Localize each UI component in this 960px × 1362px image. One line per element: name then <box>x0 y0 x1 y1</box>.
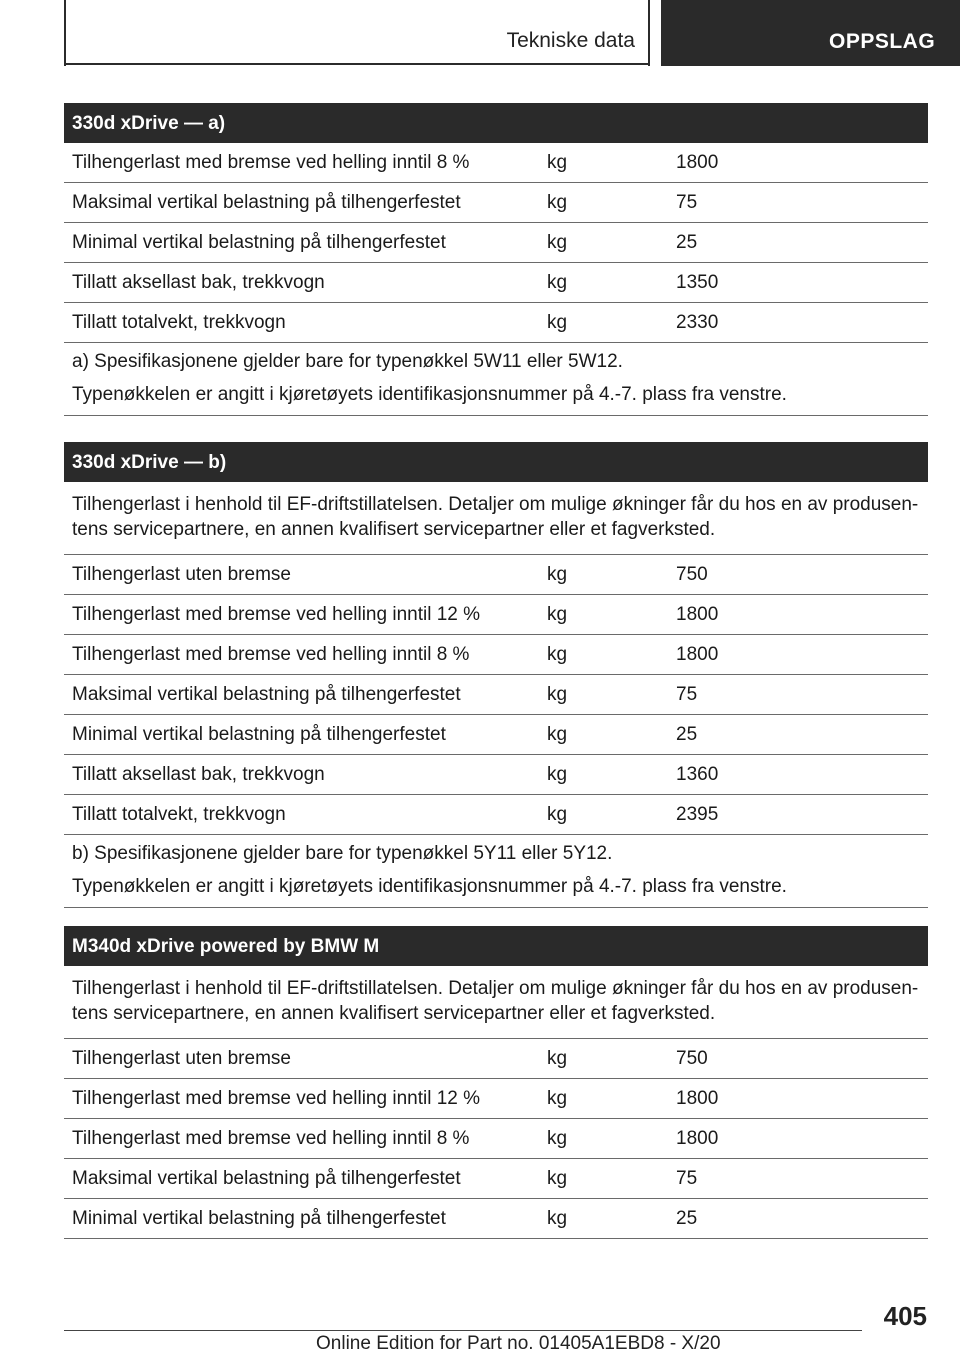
row-value: 1800 <box>676 1128 719 1149</box>
table-footnote <box>64 343 928 416</box>
row-unit: kg <box>547 684 568 705</box>
row-unit: kg <box>547 1168 568 1189</box>
spec-table-330d-a <box>64 103 928 416</box>
row-label: Tillatt aksellast bak, trekkvogn <box>72 272 325 293</box>
row-unit: kg <box>547 312 568 333</box>
row-value: 1350 <box>676 272 719 293</box>
row-unit: kg <box>547 272 568 293</box>
table-row <box>64 223 928 263</box>
row-label: Tilhengerlast med bremse ved helling inntil 12 % <box>72 1088 481 1109</box>
table-row <box>64 1079 928 1119</box>
table-intro: Tilhengerlast i henhold til EF-driftstillatelsen. Detaljer om mulige økninger får du hos en av produsen-tens servicepartnere, en annen kvalifisert servicepartner eller et fagverksted. <box>64 482 928 555</box>
table-heading: 330d xDrive — b) <box>64 442 928 482</box>
row-label: Tilhengerlast med bremse ved helling inntil 12 % <box>72 604 481 625</box>
row-value: 75 <box>676 1168 698 1189</box>
row-value: 75 <box>676 684 698 705</box>
row-unit: kg <box>547 604 568 625</box>
row-value: 1360 <box>676 764 719 785</box>
row-value: 750 <box>676 1048 708 1069</box>
row-value: 1800 <box>676 152 719 173</box>
row-label: Tilhengerlast med bremse ved helling inntil 8 % <box>72 152 470 173</box>
row-value: 25 <box>676 232 698 253</box>
edition-text: Online Edition for Part no. 01405A1EBD8 - X/20 <box>316 1333 721 1354</box>
row-value: 1800 <box>676 1088 719 1109</box>
footnote-line: Typenøkkelen er angitt i kjøretøyets identifikasjonsnummer på 4.-7. plass fra venstre. <box>72 384 787 405</box>
row-label: Minimal vertikal belastning på tilhengerfestet <box>72 232 446 253</box>
row-label: Tilhengerlast uten bremse <box>72 564 291 585</box>
header-left-rule <box>64 0 66 66</box>
spec-table-m340d <box>64 926 928 1239</box>
table-row <box>64 143 928 183</box>
row-value: 75 <box>676 192 698 213</box>
table-row <box>64 715 928 755</box>
row-value: 750 <box>676 564 708 585</box>
spec-table-330d-b <box>64 442 928 908</box>
row-label: Tillatt totalvekt, trekkvogn <box>72 804 286 825</box>
row-label: Tilhengerlast med bremse ved helling inntil 8 % <box>72 1128 470 1149</box>
row-value: 1800 <box>676 644 719 665</box>
table-row <box>64 303 928 343</box>
row-label: Minimal vertikal belastning på tilhengerfestet <box>72 1208 446 1229</box>
row-value: 1800 <box>676 604 719 625</box>
table-heading: M340d xDrive powered by BMW M <box>64 926 928 966</box>
row-label: Tillatt aksellast bak, trekkvogn <box>72 764 325 785</box>
table-row <box>64 1039 928 1079</box>
row-unit: kg <box>547 1088 568 1109</box>
row-label: Maksimal vertikal belastning på tilhengerfestet <box>72 192 461 213</box>
table-row <box>64 635 928 675</box>
row-label: Tilhengerlast uten bremse <box>72 1048 291 1069</box>
table-row <box>64 1199 928 1239</box>
table-row <box>64 183 928 223</box>
row-unit: kg <box>547 764 568 785</box>
row-unit: kg <box>547 1208 568 1229</box>
row-unit: kg <box>547 152 568 173</box>
footnote-line: Typenøkkelen er angitt i kjøretøyets identifikasjonsnummer på 4.-7. plass fra venstre. <box>72 876 787 897</box>
row-unit: kg <box>547 192 568 213</box>
table-row <box>64 263 928 303</box>
header-divider <box>648 0 650 66</box>
row-value: 25 <box>676 724 698 745</box>
table-row <box>64 1159 928 1199</box>
row-unit: kg <box>547 724 568 745</box>
section-title: Tekniske data <box>506 29 635 52</box>
row-label: Maksimal vertikal belastning på tilhengerfestet <box>72 684 461 705</box>
table-row <box>64 555 928 595</box>
chapter-tab-label: OPPSLAG <box>829 30 936 53</box>
row-unit: kg <box>547 1048 568 1069</box>
row-label: Minimal vertikal belastning på tilhengerfestet <box>72 724 446 745</box>
row-label: Tilhengerlast med bremse ved helling inntil 8 % <box>72 644 470 665</box>
table-intro: Tilhengerlast i henhold til EF-driftstillatelsen. Detaljer om mulige økninger får du hos en av produsen-tens servicepartnere, en annen kvalifisert servicepartner eller et fagverksted. <box>64 966 928 1039</box>
row-value: 25 <box>676 1208 698 1229</box>
row-label: Tillatt totalvekt, trekkvogn <box>72 312 286 333</box>
table-footnote <box>64 835 928 908</box>
table-row <box>64 1119 928 1159</box>
footer-rule <box>64 1330 862 1331</box>
table-heading: 330d xDrive — a) <box>64 103 928 143</box>
footnote-line: b) Spesifikasjonene gjelder bare for typenøkkel 5Y11 eller 5Y12. <box>72 843 613 864</box>
chapter-tab[interactable] <box>661 0 960 66</box>
row-unit: kg <box>547 232 568 253</box>
row-unit: kg <box>547 564 568 585</box>
row-unit: kg <box>547 1128 568 1149</box>
row-unit: kg <box>547 804 568 825</box>
footnote-line: a) Spesifikasjonene gjelder bare for typenøkkel 5W11 eller 5W12. <box>72 351 623 372</box>
row-value: 2395 <box>676 804 719 825</box>
table-row <box>64 675 928 715</box>
page-number: 405 <box>883 1301 927 1331</box>
row-value: 2330 <box>676 312 719 333</box>
table-row <box>64 795 928 835</box>
header-underline <box>64 63 649 65</box>
row-unit: kg <box>547 644 568 665</box>
row-label: Maksimal vertikal belastning på tilhengerfestet <box>72 1168 461 1189</box>
table-row <box>64 595 928 635</box>
table-row <box>64 755 928 795</box>
